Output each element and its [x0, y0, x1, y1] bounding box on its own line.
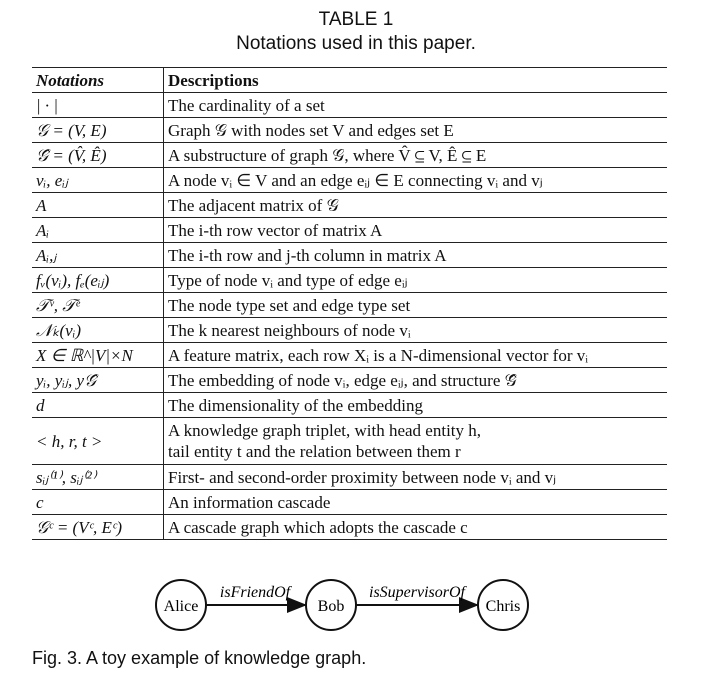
description-cell: Type of node vᵢ and type of edge eᵢⱼ — [164, 268, 668, 293]
description-cell: An information cascade — [164, 490, 668, 515]
figure-caption: Fig. 3. A toy example of knowledge graph. — [32, 648, 367, 668]
description-cell: A feature matrix, each row Xᵢ is a N-dimensional vector for vᵢ — [164, 343, 668, 368]
table-caption: Notations used in this paper. — [236, 33, 476, 54]
node-label: Alice — [163, 598, 199, 615]
table-row — [32, 168, 667, 193]
notation-cell: 𝒩ₖ(vᵢ) — [32, 318, 164, 343]
description-line: A knowledge graph triplet, with head entity h, — [168, 421, 482, 440]
notation-cell: fᵥ(vᵢ), fₑ(eᵢⱼ) — [32, 268, 164, 293]
notation-cell: sᵢⱼ⁽¹⁾, sᵢⱼ⁽²⁾ — [32, 465, 164, 490]
header-notations: Notations — [32, 68, 164, 93]
table-row — [32, 490, 667, 515]
table-row — [32, 218, 667, 243]
notation-cell: A — [32, 193, 164, 218]
description-cell: The cardinality of a set — [164, 93, 668, 118]
notation-cell: Aᵢ,ⱼ — [32, 243, 164, 268]
table-row — [32, 368, 667, 393]
notation-cell: Aᵢ — [32, 218, 164, 243]
table-row — [32, 393, 667, 418]
notation-cell: d — [32, 393, 164, 418]
description-cell — [164, 418, 668, 465]
table-row — [32, 268, 667, 293]
description-cell: The embedding of node vᵢ, edge eᵢⱼ, and structure 𝒢̂ — [164, 368, 668, 393]
notation-cell: 𝒢ᶜ = (Vᶜ, Eᶜ) — [32, 515, 164, 540]
table-row — [32, 343, 667, 368]
notation-cell: yᵢ, yᵢⱼ, y𝒢̂ — [32, 368, 164, 393]
edge-label: isSupervisorOf — [369, 584, 465, 601]
table-row — [32, 93, 667, 118]
description-cell: The adjacent matrix of 𝒢 — [164, 193, 668, 218]
table-row — [32, 418, 667, 465]
description-cell: First- and second-order proximity between node vᵢ and vⱼ — [164, 465, 668, 490]
table-row — [32, 193, 667, 218]
table-label: TABLE 1 — [318, 9, 394, 30]
notation-cell: 𝒢 = (V, E) — [32, 118, 164, 143]
table-row — [32, 293, 667, 318]
notation-cell: vᵢ, eᵢⱼ — [32, 168, 164, 193]
table-row — [32, 515, 667, 540]
description-cell: The node type set and edge type set — [164, 293, 668, 318]
table-row — [32, 143, 667, 168]
knowledge-graph-figure — [0, 560, 712, 650]
notation-cell: X ∈ ℝ^|V|×N — [32, 343, 164, 368]
edge-label: isFriendOf — [219, 584, 291, 601]
node-label: Bob — [317, 598, 345, 615]
description-cell: A node vᵢ ∈ V and an edge eᵢⱼ ∈ E connecting vᵢ and vⱼ — [164, 168, 668, 193]
description-cell: Graph 𝒢 with nodes set V and edges set E — [164, 118, 668, 143]
description-cell: A substructure of graph 𝒢, where V̂ ⊆ V, Ê ⊆ E — [164, 143, 668, 168]
notation-cell: 𝒢̂ = (V̂, Ê) — [32, 143, 164, 168]
description-line: tail entity t and the relation between them r — [168, 442, 461, 461]
notation-cell: < h, r, t > — [32, 418, 164, 465]
description-cell: The dimensionality of the embedding — [164, 393, 668, 418]
table-row — [32, 465, 667, 490]
header-descriptions: Descriptions — [164, 68, 668, 93]
notation-table — [32, 67, 667, 540]
description-cell: The k nearest neighbours of node vᵢ — [164, 318, 668, 343]
description-cell: The i-th row vector of matrix A — [164, 218, 668, 243]
table-row — [32, 318, 667, 343]
notation-cell: | · | — [32, 93, 164, 118]
table-row — [32, 243, 667, 268]
description-cell: The i-th row and j-th column in matrix A — [164, 243, 668, 268]
node-label: Chris — [485, 598, 521, 615]
notation-cell: c — [32, 490, 164, 515]
notation-cell: 𝒯ᵛ, 𝒯ᵉ — [32, 293, 164, 318]
description-cell: A cascade graph which adopts the cascade c — [164, 515, 668, 540]
table-row — [32, 118, 667, 143]
